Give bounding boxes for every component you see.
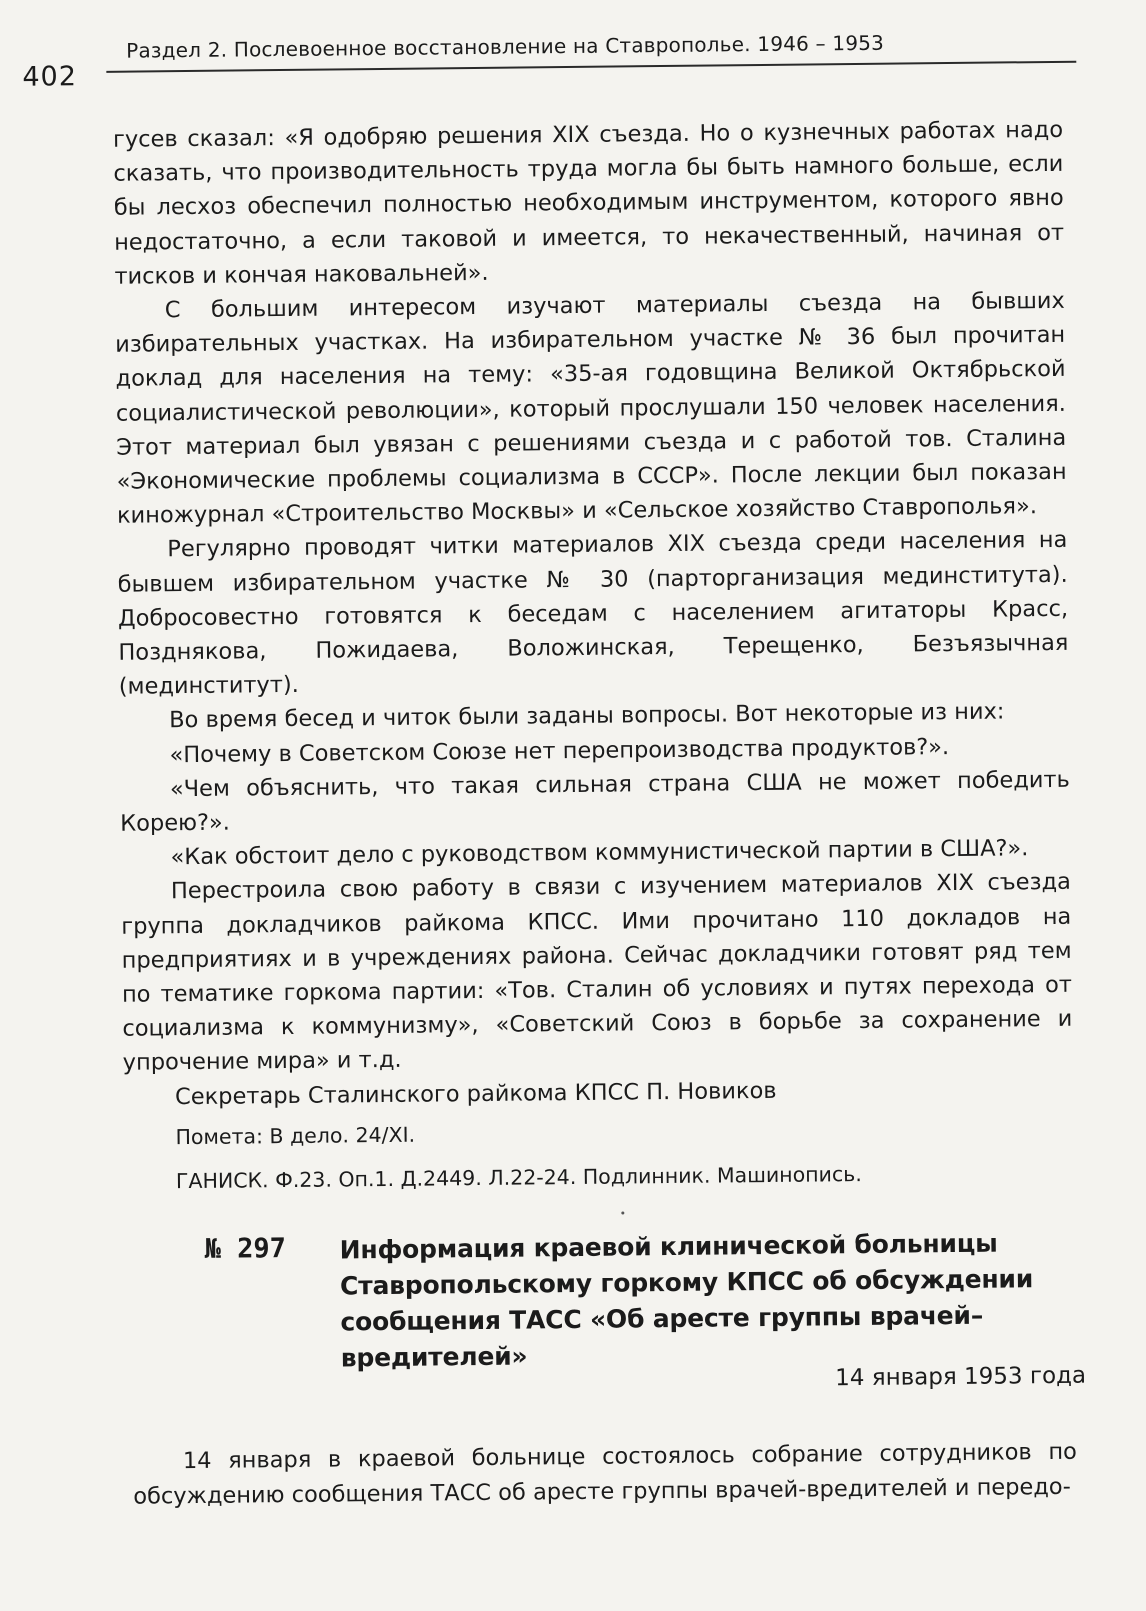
signature: Секретарь Сталинского райкома КПСС П. Новиков (174, 1077, 777, 1110)
page-number: 402 (22, 61, 78, 93)
note: Помета: В дело. 24/XI. (175, 1122, 416, 1150)
document-body (133, 1435, 1078, 1515)
paragraph: Перестроила свою работу в связи с изучением материалов XIX съезда группа докладчиков райкома КПСС. Ими прочитано 110 докладов на предприятиях и в учреждениях района. Сейчас докладчики готовят ряд тем по тематике горкома партии: «Тов. Сталин об условиях и путях перехода от социализма к коммунизму», «Советский Союз в борьбе за сохранение и упрочение мира» и т.д. (121, 869, 1073, 1077)
archive-reference: ГАНИСК. Ф.23. Оп.1. Д.2449. Л.22-24. Подлинник. Машинопись. (175, 1162, 862, 1194)
document-date: 14 января 1953 года (835, 1362, 1087, 1392)
print-speck (621, 1211, 624, 1214)
paragraph: гусев сказал: «Я одобряю решения XIX съезда. Но о кузнечных работах надо сказать, что производительность труда могла бы быть намного больше, если бы лесхоз обеспечил полностью необходимым инструментом, которого явно недостаточно, а если таковой и имеется, то некачественный, начиная от тисков и кончая наковальней». (112, 116, 1065, 290)
document-title: Информация краевой клинической больницы Ставропольскому горкому КПСС об обсуждении сообщения ТАСС «Об аресте группы врачей–вредителей» (339, 1228, 1034, 1373)
question: «Чем объяснить, что такая сильная страна США не может победить Корею?». (120, 766, 1070, 837)
document-number: № 297 (204, 1233, 287, 1265)
document-heading (204, 1217, 1064, 1373)
paragraph: Во время бесед и читок были заданы вопросы. Вот некоторые из них: (169, 698, 1005, 734)
paragraph: Регулярно проводят читки материалов XIX съезда среди населения на бывшем избирательном участке № 30 (парторганизация мединститута). Добросовестно готовятся к беседам с населением агитаторы Красс, Позднякова, Пожидаева, Воложинская, Терещенко, Безъязычная (мединститут). (117, 527, 1069, 700)
question: «Как обстоит дело с руководством коммунистической партии в США?». (170, 835, 1029, 871)
paragraph: 14 января в краевой больнице состоялось собрание сотрудников по обсуждению сообщения ТАСС об аресте группы врачей-вредителей и передо- (133, 1438, 1077, 1510)
header-rule (106, 61, 1076, 73)
main-text (113, 113, 1074, 1199)
paragraph: С большим интересом изучают материалы съезда на бывших избирательных участках. На избирательном участке № 36 был прочитан доклад для населения на тему: «35-ая годовщина Великой Октябрьской социалистической революции», который прослушали 150 человек населения. Этот материал был увязан с решениями съезда и с работой тов. Сталина «Экономические проблемы социализма в СССР». После лекции был показан киножурнал «Строительство Москвы» и «Сельское хозяйство Ставрополья». (115, 287, 1067, 529)
section-title: Раздел 2. Послевоенное восстановление на Ставрополье. 1946 – 1953 (126, 30, 885, 63)
running-header (22, 29, 1072, 93)
question: «Почему в Советском Союзе нет перепроизводства продуктов?». (169, 733, 950, 768)
